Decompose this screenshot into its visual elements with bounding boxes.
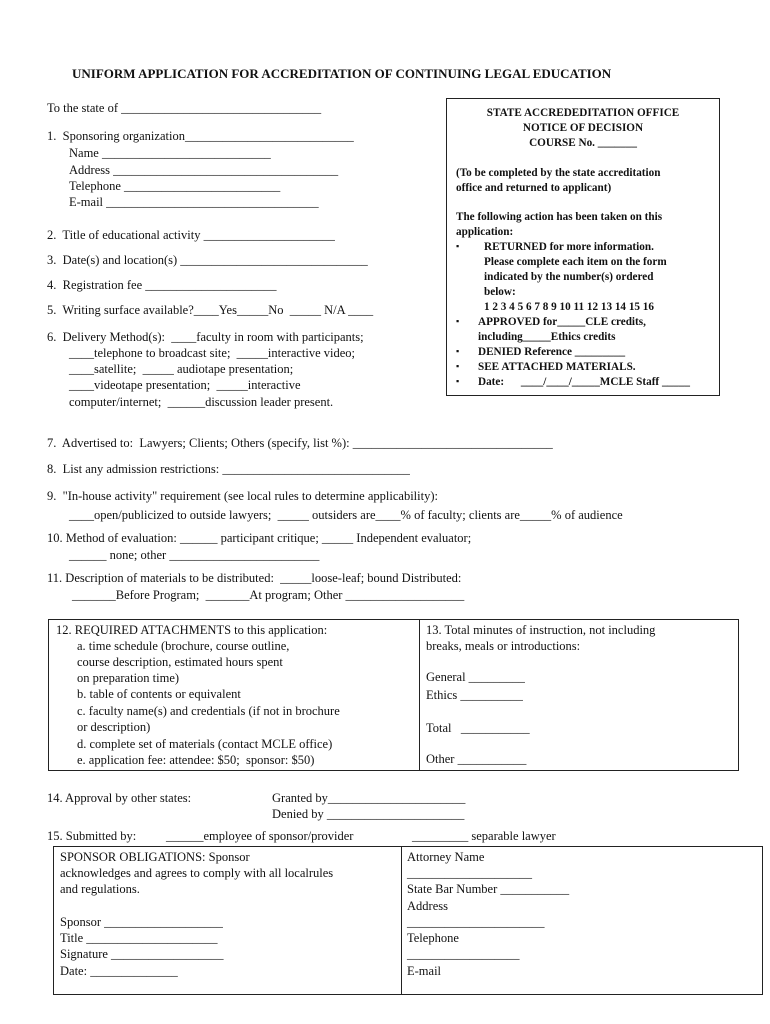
dates-locations-field[interactable]: 3. Date(s) and location(s) ______________________________ <box>47 253 368 267</box>
title-of-activity-field[interactable]: 2. Title of educational activity _____________________ <box>47 228 335 242</box>
employee-of-sponsor-field[interactable]: ______employee of sponsor/provider <box>166 829 354 843</box>
bullet-icon: ▪ <box>456 316 460 326</box>
separable-lawyer-field[interactable]: _________ separable lawyer <box>412 829 556 843</box>
attorney-address-field[interactable]: ______________________ <box>407 915 545 929</box>
admission-restrictions-field[interactable]: 8. List any admission restrictions: ______________________________ <box>47 462 410 476</box>
attachment-c-2: or description) <box>77 720 151 734</box>
returned-option-2: Please complete each item on the form <box>484 256 667 268</box>
writing-surface-field[interactable]: 5. Writing surface available?____Yes_____No _____ N/A ____ <box>47 303 374 317</box>
signature-divider <box>401 846 402 995</box>
email-field[interactable]: E-mail __________________________________ <box>69 195 319 209</box>
office-notice-box <box>446 98 720 396</box>
attachment-d: d. complete set of materials (contact MCLE office) <box>77 737 333 751</box>
returned-option-3: indicated by the number(s) ordered <box>484 271 654 283</box>
to-state-field[interactable]: To the state of ________________________________ <box>47 101 322 115</box>
attachment-c: c. faculty name(s) and credentials (if not in brochure <box>77 704 340 718</box>
sponsoring-organization-field[interactable]: 1. Sponsoring organization___________________________ <box>47 129 354 143</box>
action-intro: The following action has been taken on this <box>456 211 663 223</box>
form-title: UNIFORM APPLICATION FOR ACCREDITATION OF CONTINUING LEGAL EDUCATION <box>72 66 612 81</box>
delivery-method-line-4[interactable]: ____videotape presentation; _____interactive <box>69 378 301 392</box>
attachment-a-2: course description, estimated hours spent <box>77 655 283 669</box>
denied-by-field[interactable]: Denied by ______________________ <box>272 807 465 821</box>
approved-option-2[interactable]: including_____Ethics credits <box>478 331 616 343</box>
decision-date-field[interactable]: Date: ____/____/_____MCLE Staff _____ <box>478 376 690 388</box>
sponsor-obligations: SPONSOR OBLIGATIONS: Sponsor <box>60 850 250 864</box>
item-numbers[interactable]: 1 2 3 4 5 6 7 8 9 10 11 12 13 14 15 16 <box>484 301 654 313</box>
signature-field[interactable]: Signature __________________ <box>60 947 224 961</box>
attorney-address-label: Address <box>407 899 448 913</box>
total-minutes-heading: 13. Total minutes of instruction, not including <box>426 623 656 637</box>
delivery-method-line-5[interactable]: computer/internet; ______discussion leader present. <box>69 395 334 409</box>
action-intro-2: application: <box>456 226 514 238</box>
office-heading: STATE ACCREDEDITATION OFFICE <box>486 107 680 119</box>
sponsor-title-field[interactable]: Title _____________________ <box>60 931 218 945</box>
name-field[interactable]: Name ___________________________ <box>69 146 271 160</box>
telephone-field[interactable]: Telephone _________________________ <box>69 179 281 193</box>
course-number-field[interactable]: COURSE No. _______ <box>529 137 637 149</box>
delivery-method-line-3[interactable]: ____satellite; _____ audiotape presentation; <box>69 362 294 376</box>
granted-by-field[interactable]: Granted by______________________ <box>272 791 466 805</box>
ethics-minutes-field[interactable]: Ethics __________ <box>426 688 523 702</box>
bullet-icon: ▪ <box>456 361 460 371</box>
state-bar-number-field[interactable]: State Bar Number ___________ <box>407 882 570 896</box>
sponsor-date-field[interactable]: Date: ______________ <box>60 964 178 978</box>
delivery-method-line-2[interactable]: ____telephone to broadcast site; _____interactive video; <box>69 346 356 360</box>
returned-option[interactable]: RETURNED for more information. <box>484 241 654 253</box>
total-minutes-subheading: breaks, meals or introductions: <box>426 639 581 653</box>
attachment-b: b. table of contents or equivalent <box>77 687 241 701</box>
office-instructions-2: office and returned to applicant) <box>456 182 612 194</box>
sponsor-obligations-2: acknowledges and agrees to comply with all localrules <box>60 866 334 880</box>
notice-heading: NOTICE OF DECISION <box>522 122 644 134</box>
attachment-a: a. time schedule (brochure, course outline, <box>77 639 290 653</box>
office-instructions: (To be completed by the state accreditation <box>456 167 661 179</box>
bullet-icon: ▪ <box>456 346 460 356</box>
other-minutes-field[interactable]: Other ___________ <box>426 752 527 766</box>
delivery-method-line-1[interactable]: 6. Delivery Method(s): ____faculty in room with participants; <box>47 330 364 344</box>
bullet-icon: ▪ <box>456 241 460 251</box>
in-house-fields[interactable]: ____open/publicized to outside lawyers; _____ outsiders are____% of faculty; clients are_____% of audience <box>69 508 623 522</box>
evaluation-other-field[interactable]: ______ none; other ________________________ <box>69 548 320 562</box>
table-divider <box>419 619 420 771</box>
attachment-e: e. application fee: attendee: $50; sponsor: $50) <box>77 753 315 767</box>
materials-distribution-field[interactable]: _______Before Program; _______At program; Other ___________________ <box>72 588 465 602</box>
sponsor-obligations-3: and regulations. <box>60 882 140 896</box>
attorney-email-label: E-mail <box>407 964 442 978</box>
other-states-approval: 14. Approval by other states: <box>47 791 192 805</box>
attorney-telephone-label: Telephone <box>407 931 459 945</box>
attorney-telephone-field[interactable]: __________________ <box>407 947 520 961</box>
denied-option[interactable]: DENIED Reference _________ <box>478 346 626 358</box>
attorney-name-field[interactable]: ____________________ <box>407 866 532 880</box>
see-attached-option[interactable]: SEE ATTACHED MATERIALS. <box>478 361 636 373</box>
returned-option-4: below: <box>484 286 516 298</box>
required-attachments-heading: 12. REQUIRED ATTACHMENTS to this application: <box>56 623 328 637</box>
approved-option[interactable]: APPROVED for_____CLE credits, <box>478 316 646 328</box>
submitted-by-label: 15. Submitted by: <box>47 829 137 843</box>
in-house-requirement: 9. "In-house activity" requirement (see local rules to determine applicability): <box>47 489 438 503</box>
attorney-name-label: Attorney Name <box>407 850 485 864</box>
evaluation-method-field[interactable]: 10. Method of evaluation: ______ participant critique; _____ Independent evaluator; <box>47 531 472 545</box>
address-field[interactable]: Address ____________________________________ <box>69 163 339 177</box>
registration-fee-field[interactable]: 4. Registration fee _____________________ <box>47 278 277 292</box>
general-minutes-field[interactable]: General _________ <box>426 670 525 684</box>
materials-description-field[interactable]: 11. Description of materials to be distributed: _____loose-leaf; bound Distributed: <box>47 571 462 585</box>
bullet-icon: ▪ <box>456 376 460 386</box>
advertised-to-field[interactable]: 7. Advertised to: Lawyers; Clients; Others (specify, list %): ________________________________ <box>47 436 553 450</box>
sponsor-name-field[interactable]: Sponsor ___________________ <box>60 915 223 929</box>
total-minutes-field[interactable]: Total ___________ <box>426 721 530 735</box>
attachment-a-3: on preparation time) <box>77 671 180 685</box>
